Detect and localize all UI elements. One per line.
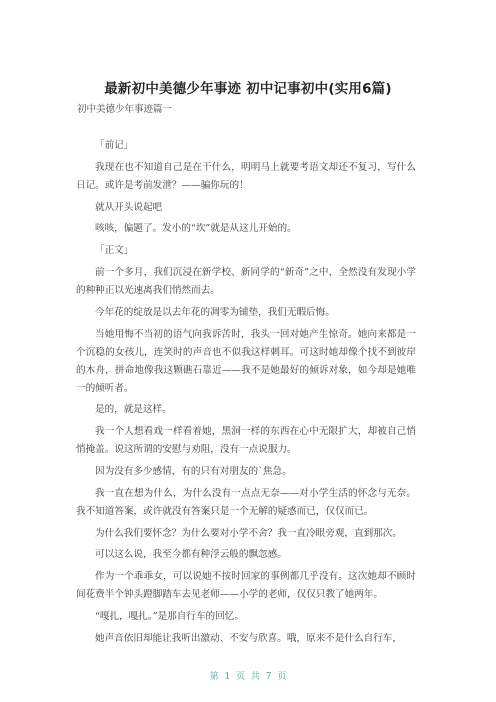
paragraph: 「前记」 — [95, 140, 134, 151]
paragraph: 当她用悔不当初的语气向我诉苦时，我头一回对她产生惊奇。她向来都是一个沉稳的女孩儿，连笑时的声音也不似我这样刺耳。可这时她却像个找不到彼岸的木舟，拼命地像我这颗礁石靠近——我不是她最好的倾诉对象，如今却是她唯一的倾听者。 — [76, 328, 416, 394]
paragraph: 我一个人想看戏一样看着她，黑洞一样的东西在心中无限扩大，却被自己悄悄掩盖。说这所谓的安慰与劝阻，没有一点说服力。 — [76, 426, 416, 456]
paragraph: 她声音依旧却能让我听出激动、不安与欣喜。哦，原来不是什么自行车， — [95, 632, 402, 644]
section-heading: 初中美德少年事迹篇一 — [77, 104, 173, 115]
paragraph: 是的，就是这样。 — [95, 404, 172, 416]
paragraph: 咳咳，偏题了。发小的“坎”就是从这儿开始的。 — [95, 223, 297, 235]
paragraph: 因为没有多少感情，有的只有对朋友的`焦急。 — [95, 465, 292, 477]
paragraph: 我一直在想为什么，为什么没有一点点无奈——对小学生活的怀念与无奈。我不知道答案，或许就没有答案只是一个无解的疑惑而已，仅仅而已。 — [76, 487, 416, 517]
paragraph: 就从开头说起吧 — [95, 201, 163, 213]
paragraph: “嘎扎，嘎扎。”是那自行车的回忆。 — [95, 610, 244, 622]
paragraph: 前一个多月，我们沉浸在新学校、新同学的“新奇”之中，全然没有发现小学的种种正以光速离我们悄然而去。 — [76, 266, 416, 296]
paragraph: 今年花的绽放是以去年花的凋零为铺垫，我们无暇后悔。 — [95, 306, 335, 318]
paragraph: 为什么我们要怀念？为什么要对小学不舍？我一直冷眼旁观，直到那次。 — [95, 527, 402, 539]
page-number: 第 1 页 共 7 页 — [209, 672, 287, 682]
paragraph: 可以这么说，我至今都有种浮云般的飘忽感。 — [95, 549, 287, 561]
paragraph: 「正文」 — [95, 245, 134, 257]
document-body — [76, 137, 416, 652]
paragraph: 作为一个乖乖女，可以说她不按时回家的事例都几乎没有。这次她却不顾时间花费半个钟头蹬脚踏车去见老师——小学的老师，仅仅只教了她两年。 — [76, 571, 416, 601]
paragraph: 我现在也不知道自己是在干什么，明明马上就要考语文却还不复习，写什么日记。或许是考前发泄？——骗你玩的！ — [76, 161, 416, 191]
document-title: 最新初中美德少年事迹 初中记事初中(实用6篇) — [104, 81, 392, 97]
